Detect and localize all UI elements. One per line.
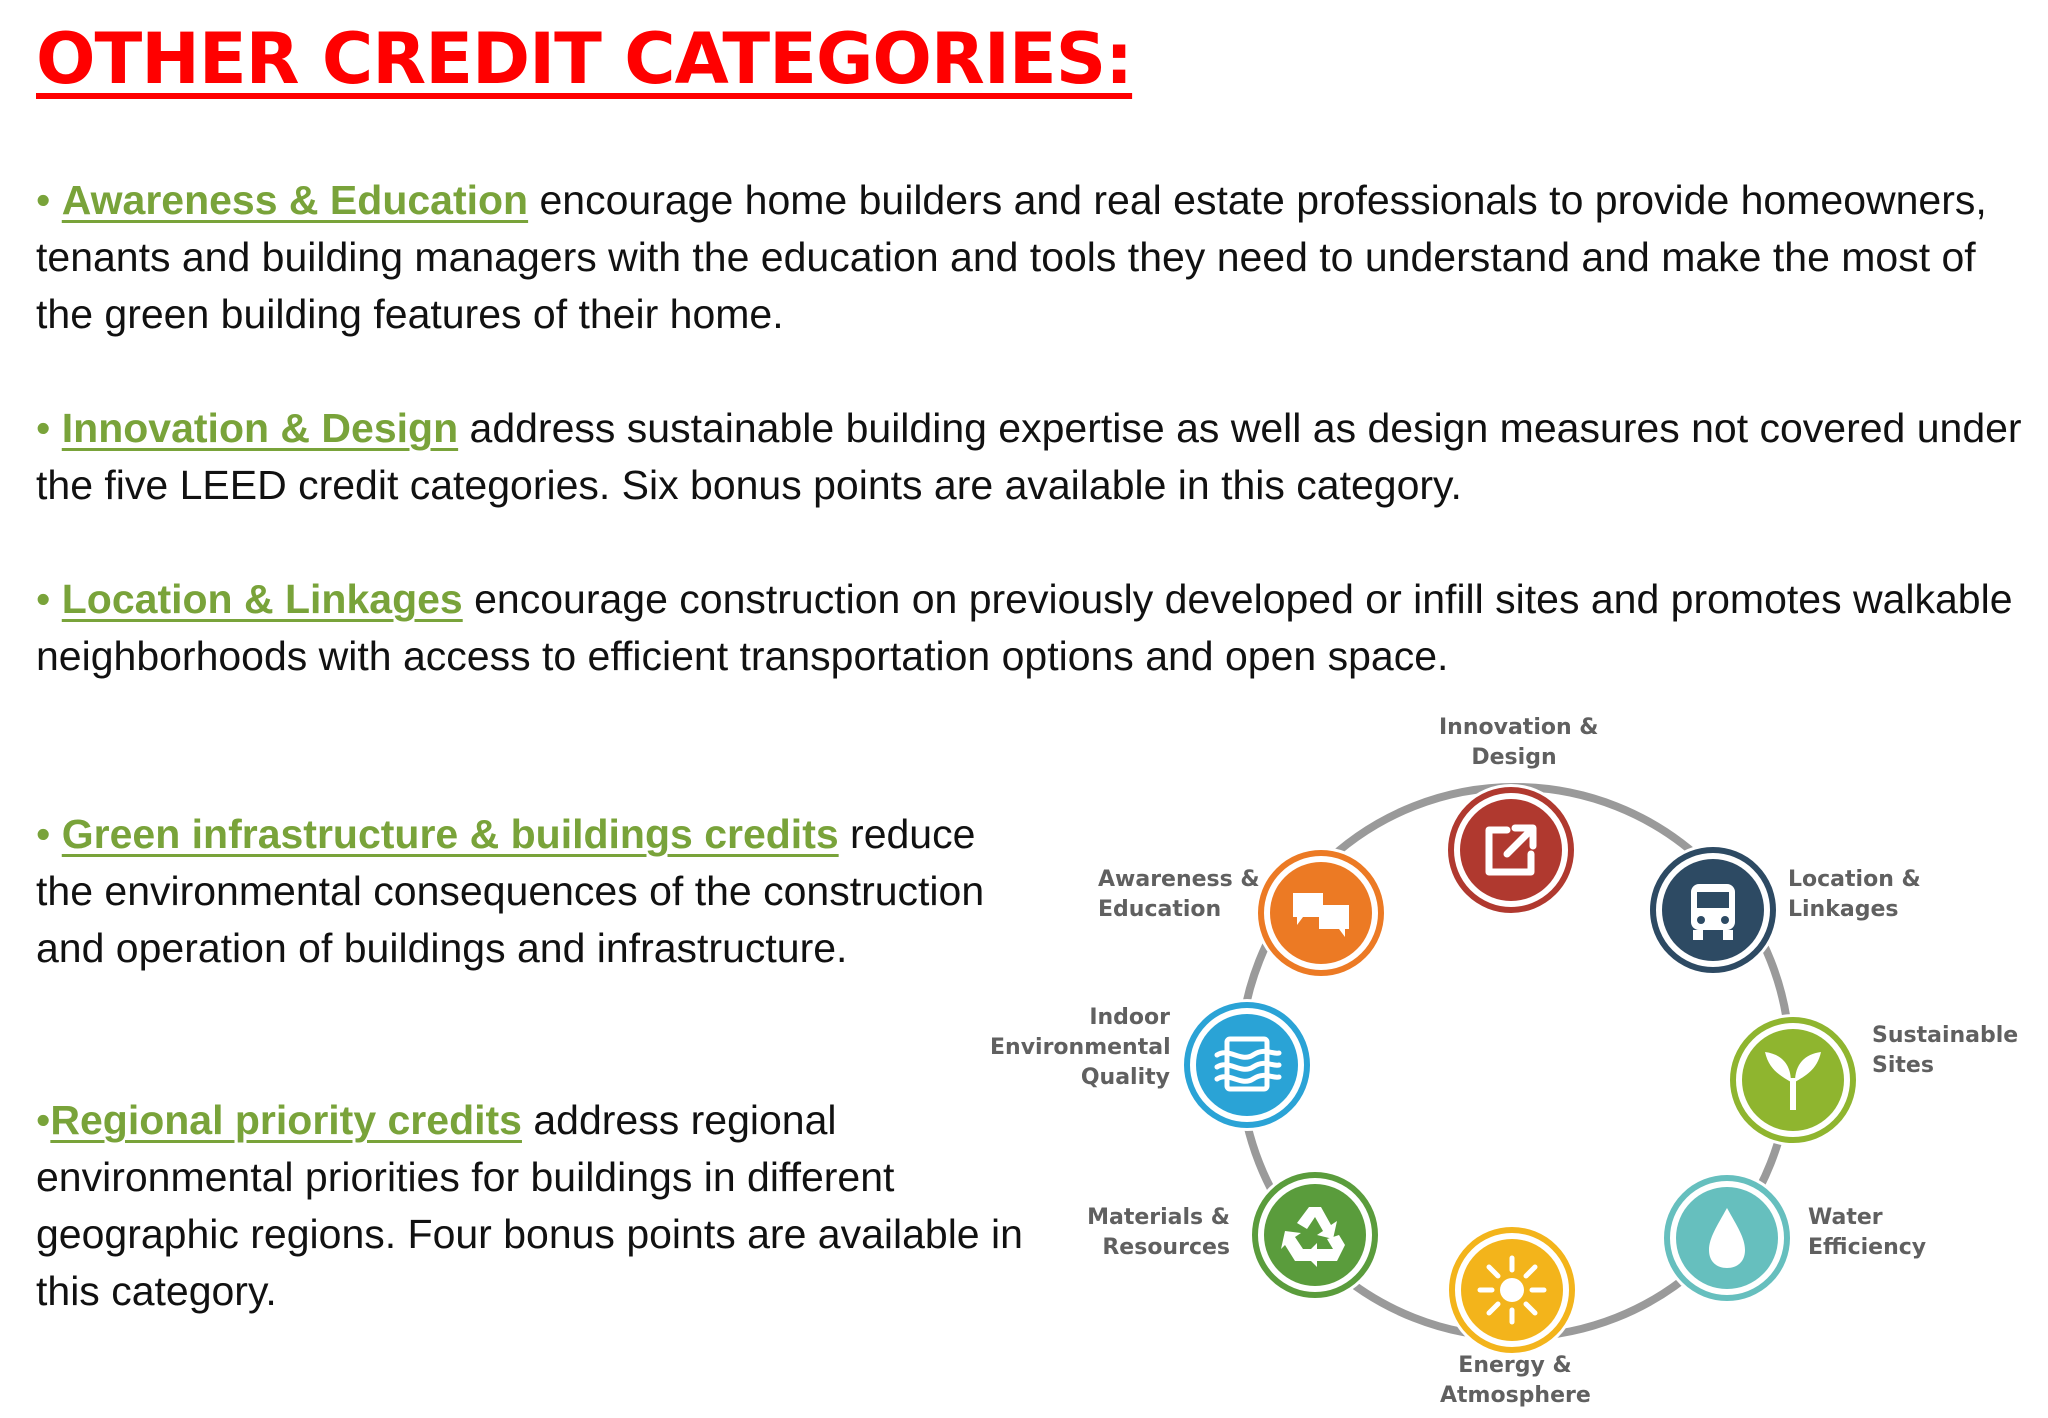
- bullet-glyph: •: [36, 1097, 51, 1143]
- green-infrastructure-term: Green infrastructure & buildings credits: [61, 811, 839, 857]
- energy-atmosphere-label-line1: Energy &: [1458, 1353, 1572, 1378]
- location-linkages-item: [36, 571, 2026, 685]
- materials-resources-label: [1080, 1203, 1230, 1263]
- innovation-design-text: address sustainable building expertise as well as design measures not covered under the five LEED credit categories. Six bonus points are available in this category.: [36, 405, 2022, 508]
- awareness-education-item: [36, 172, 2026, 343]
- indoor-environmental-quality-label: [990, 1003, 1170, 1093]
- awareness-education-label-line1: Awareness &: [1098, 867, 1260, 892]
- materials-resources-label-line1: Materials &: [1087, 1205, 1230, 1230]
- innovation-design-label-line1: Innovation &: [1439, 715, 1599, 740]
- water-efficiency-icon-badge: [1661, 1172, 1793, 1304]
- innovation-design-term: Innovation & Design: [61, 405, 459, 451]
- energy-atmosphere-label-line2: Atmosphere: [1440, 1383, 1591, 1408]
- water-efficiency-label: [1808, 1203, 1926, 1263]
- awareness-education-term: Awareness & Education: [61, 177, 529, 223]
- indoor-environmental-quality-label-line3: Quality: [1080, 1065, 1170, 1090]
- bullet-glyph: •: [36, 405, 51, 451]
- sustainable-sites-label-line1: Sustainable: [1872, 1023, 2019, 1048]
- location-linkages-term: Location & Linkages: [61, 576, 463, 622]
- awareness-education-label: [1098, 865, 1260, 925]
- location-linkages-label-line2: Linkages: [1788, 897, 1899, 922]
- sustainable-sites-label: [1872, 1021, 2018, 1081]
- leed-categories-diagram: [990, 705, 2048, 1418]
- indoor-environmental-quality-label-line2: Environmental: [990, 1035, 1171, 1060]
- bullet-glyph: •: [36, 811, 51, 857]
- materials-resources-icon-badge: [1249, 1169, 1381, 1301]
- energy-atmosphere-icon-badge: [1446, 1224, 1578, 1356]
- materials-resources-label-line2: Resources: [1102, 1235, 1230, 1260]
- green-infrastructure-text: reduce the environmental consequences of the construction and operation of buildings and infrastructure.: [36, 811, 985, 971]
- regional-priority-item: [36, 1092, 1056, 1320]
- sustainable-sites-icon-badge: [1727, 1014, 1859, 1146]
- sustainable-sites-label-line2: Sites: [1872, 1053, 1934, 1078]
- innovation-design-icon-badge: [1445, 784, 1577, 916]
- location-linkages-icon-badge: [1647, 844, 1779, 976]
- regional-priority-term: Regional priority credits: [50, 1097, 522, 1143]
- awareness-education-text: encourage home builders and real estate professionals to provide homeowners, tenants and building managers with the education and tools they need to understand and make the most of the green building features of their home.: [36, 177, 1987, 337]
- regional-priority-text: address regional environmental priorities for buildings in different geographic regions. Four bonus points are available in this category.: [36, 1097, 1023, 1314]
- water-efficiency-label-line2: Efficiency: [1808, 1235, 1927, 1260]
- bullet-glyph: •: [36, 576, 51, 622]
- innovation-design-item: [36, 400, 2026, 514]
- innovation-design-label: [1439, 713, 1599, 773]
- bullet-glyph: •: [36, 177, 51, 223]
- location-linkages-label-line1: Location &: [1788, 867, 1921, 892]
- location-linkages-label: [1788, 865, 1921, 925]
- indoor-environmental-quality-icon-badge: [1181, 999, 1313, 1131]
- innovation-design-label-line2: Design: [1471, 745, 1557, 770]
- energy-atmosphere-label: [1440, 1351, 1590, 1411]
- indoor-environmental-quality-label-line1: Indoor: [1089, 1005, 1170, 1030]
- awareness-education-icon-badge: [1255, 847, 1387, 979]
- page-title: OTHER CREDIT CATEGORIES:: [36, 18, 1133, 100]
- green-infrastructure-item: [36, 806, 1036, 977]
- awareness-education-label-line2: Education: [1098, 897, 1222, 922]
- water-efficiency-label-line1: Water: [1808, 1205, 1883, 1230]
- sun-icon: [1480, 1258, 1544, 1322]
- location-linkages-text: encourage construction on previously developed or infill sites and promotes walkable neighborhoods with access to efficient transportation options and open space.: [36, 576, 2013, 679]
